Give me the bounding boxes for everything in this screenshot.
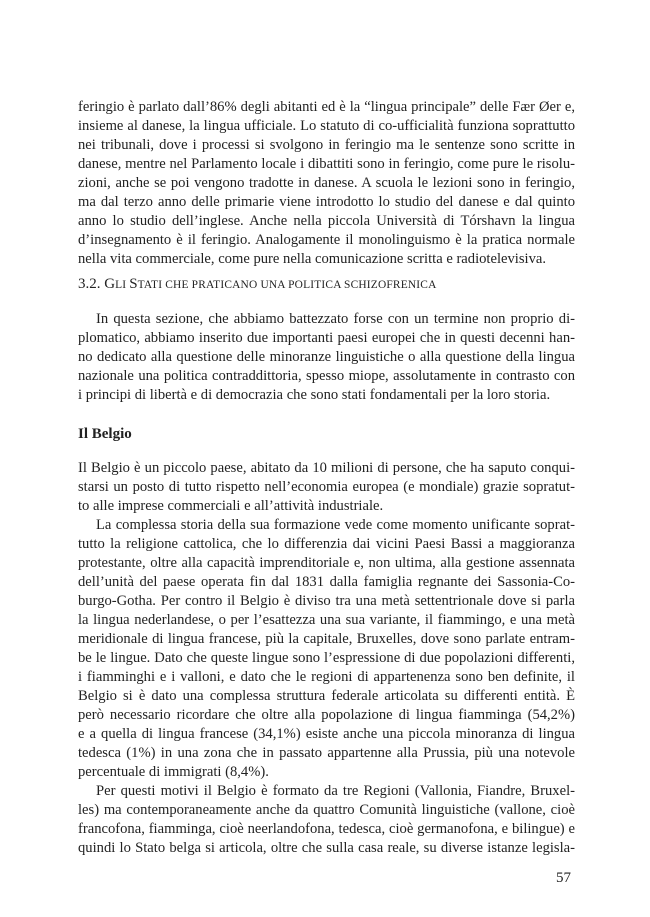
text-line: meridionale di lingua francese, più la capitale, Bruxelles, dove sono parlate entram- [78, 631, 575, 647]
text-line: to alle imprese commerciali e all’attività industriale. [78, 498, 384, 514]
text-line: protestante, oltre alla capacità imprenditoriale e, non ultima, alla gestione assennata [78, 555, 575, 571]
text-line: insieme al danese, la lingua ufficiale. Lo statuto di co-ufficialità funziona soprattutto [78, 118, 575, 134]
text-line: e a quella di lingua francese (34,1%) esiste anche una piccola minoranza di lingua [78, 726, 575, 742]
text-line: nazionale una politica contraddittoria, spesso miope, assolutamente in contrasto con [78, 368, 575, 384]
text-line: i fiamminghi e i valloni, e dato che le regioni di appartenenza sono ben definite, il [78, 669, 575, 685]
text-line: percentuale di immigrati (8,4%). [78, 764, 269, 780]
text-line: d’insegnamento è il feringio. Analogamente il monolinguismo è la pratica normale [78, 232, 575, 248]
text-line: però necessario ricordare che oltre alla popolazione di lingua fiamminga (54,2%) [78, 707, 575, 723]
text-line: no dedicato alla questione delle minoranze linguistiche o alla questione della lingua [78, 349, 575, 365]
text-line: quindi lo Stato belga si articola, oltre che sulla casa reale, su diverse istanze legisla- [78, 840, 575, 856]
text-line: tutto la religione cattolica, che lo differenzia dai vicini Paesi Bassi a maggioranza [78, 536, 575, 552]
text-line: la lingua nederlandese, o per l’esattezza una sua variante, il fiammingo, e una metà [78, 612, 575, 628]
text-line: anno lo studio dell’inglese. Anche nella piccola Università di Tórshavn la lingua [78, 213, 575, 229]
section-number: 3.2. [78, 276, 101, 292]
heading-text: LI [115, 279, 130, 291]
text-line: plomatico, abbiamo inserito due importanti paesi europei che in questi decenni han- [78, 330, 575, 346]
text-line: Per questi motivi il Belgio è formato da tre Regioni (Vallonia, Fiandre, Bruxel- [96, 783, 575, 799]
text-line: les) ma contemporaneamente anche da quattro Comunità linguistiche (vallone, cioè [78, 802, 575, 818]
heading-cap: S [129, 276, 138, 292]
text-line: In questa sezione, che abbiamo battezzato forse con un termine non proprio di- [96, 311, 575, 327]
page-number: 57 [556, 870, 571, 886]
text-line: nella vita commerciale, come pure nella comunicazione scritta e radiotelevisiva. [78, 251, 547, 267]
heading-text: TATI CHE PRATICANO UNA POLITICA SCHIZOFRENICA [137, 279, 437, 291]
text-line: tedesca (1%) in una zona che in passato appartenne alla Prussia, più una notevole [78, 745, 575, 761]
text-line: dell’unità del paese operata fin dal 1831 dalla famiglia regnante dei Sassonia-Co- [78, 574, 575, 590]
heading-cap: G [104, 276, 116, 292]
text-line: feringio è parlato dall’86% degli abitanti ed è la “lingua principale” delle Fær Øer e, [78, 99, 575, 115]
text-line: i principi di libertà e di democrazia che sono stati fondamentali per la loro storia. [78, 387, 551, 403]
text-line: starsi un posto di tutto rispetto nell’economia europea (e mondiale) grazie sopratut- [78, 479, 575, 495]
text-line: Il Belgio è un piccolo paese, abitato da 10 milioni di persone, che ha saputo conqui- [78, 460, 575, 476]
text-line: Belgio si è dato una complessa struttura federale articolata su differenti entità. È [78, 688, 575, 704]
subheading-belgio: Il Belgio [78, 426, 132, 442]
text-line: ma dal terzo anno delle primarie viene introdotto lo studio del danese e dal quinto [78, 194, 575, 210]
text-line: La complessa storia della sua formazione vede come momento unificante soprat- [96, 517, 575, 533]
text-line: nei tribunali, dove i processi si svolgono in feringio ma le sentenze sono scritte in [78, 137, 575, 153]
text-line: danese, mentre nel Parlamento locale i dibattiti sono in feringio, come pure le risolu- [78, 156, 575, 172]
section-heading [78, 274, 437, 295]
text-line: burgo-Gotha. Per contro il Belgio è diviso tra una metà settentrionale dove si parla [78, 593, 575, 609]
text-line: francofona, fiamminga, cioè neerlandofona, tedesca, cioè germanofona, e bilingue) e [78, 821, 575, 837]
text-line: zioni, anche se poi vengono tradotte in danese. A scuola le lezioni sono in feringio, [78, 175, 575, 191]
text-line: be le lingue. Dato che queste lingue sono l’espressione di due popolazioni differenti, [78, 650, 575, 666]
